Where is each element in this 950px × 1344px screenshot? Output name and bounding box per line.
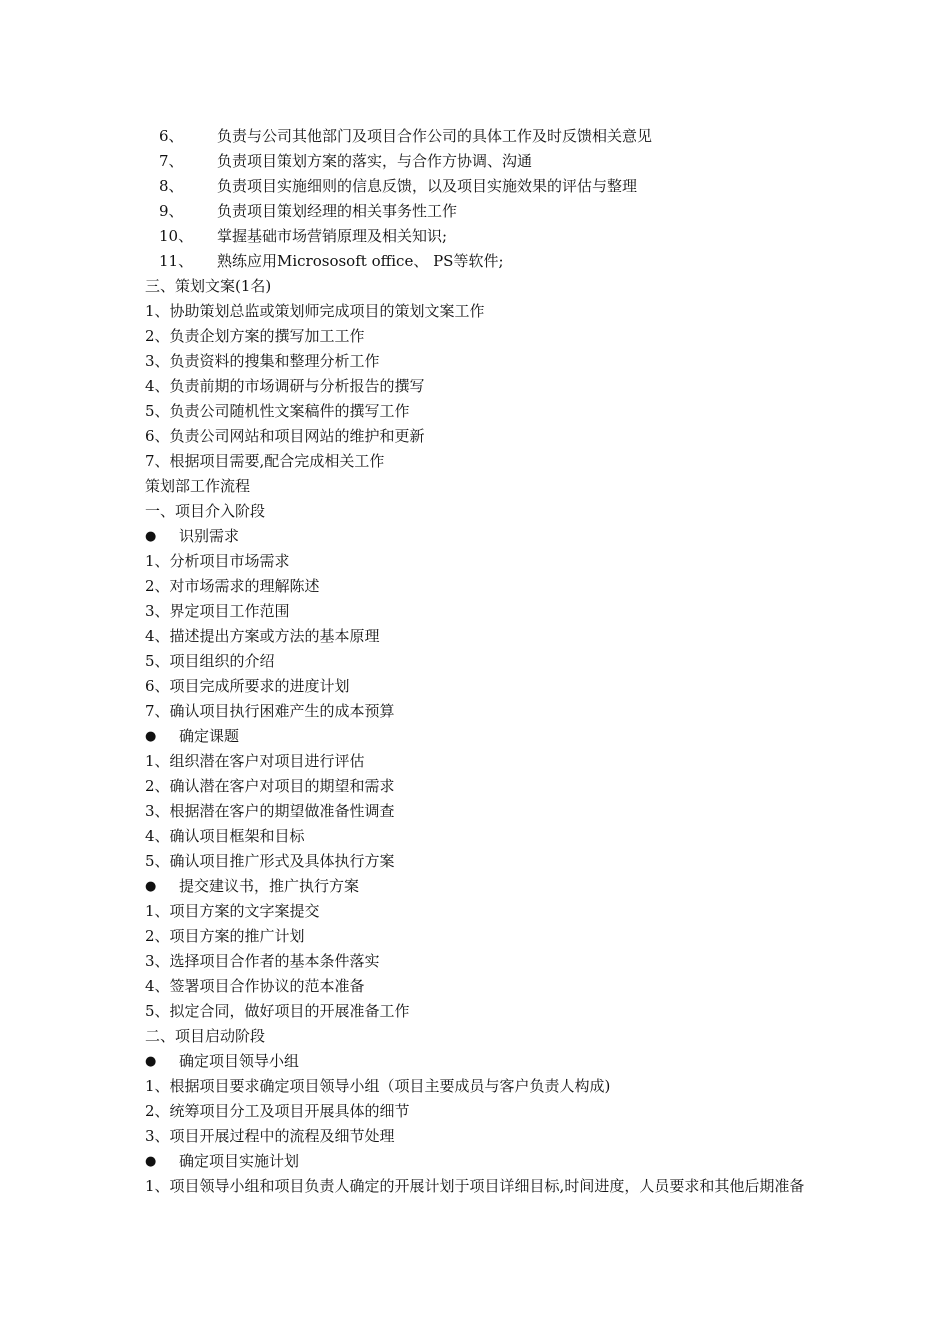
list-item: 1、协助策划总监或策划师完成项目的策划文案工作 <box>145 302 485 320</box>
numbered-item <box>145 149 820 174</box>
list-item: 2、对市场需求的理解陈述 <box>145 577 320 595</box>
item-number: 6、 <box>159 127 184 145</box>
bullet-icon: ● <box>145 879 157 894</box>
list-item: 1、分析项目市场需求 <box>145 552 290 570</box>
list-item: 5、确认项目推广形式及具体执行方案 <box>145 852 395 870</box>
numbered-item <box>145 199 820 224</box>
bullet-text: 提交建议书，推广执行方案 <box>179 877 360 895</box>
item-text: 掌握基础市场营销原理及相关知识; <box>217 227 448 245</box>
section-heading: 三、策划文案(1名) <box>145 277 272 295</box>
bullet-icon: ● <box>145 1154 157 1169</box>
item-number: 8、 <box>159 177 184 195</box>
numbered-item <box>145 174 820 199</box>
bullet-heading <box>145 524 820 549</box>
workflow-heading: 策划部工作流程 <box>145 477 251 495</box>
numbered-item <box>145 249 820 274</box>
list-item: 2、负责企划方案的撰写加工工作 <box>145 327 365 345</box>
bullet-heading <box>145 724 820 749</box>
item-number: 10、 <box>159 227 194 245</box>
list-item: 2、确认潜在客户对项目的期望和需求 <box>145 777 395 795</box>
bullet-heading <box>145 1149 820 1174</box>
list-item: 3、选择项目合作者的基本条件落实 <box>145 952 380 970</box>
bullet-text: 确定项目领导小组 <box>179 1052 300 1070</box>
list-item: 2、统筹项目分工及项目开展具体的细节 <box>145 1102 410 1120</box>
list-item: 5、负责公司随机性文案稿件的撰写工作 <box>145 402 410 420</box>
list-item: 7、确认项目执行困难产生的成本预算 <box>145 702 395 720</box>
item-text: 负责与公司其他部门及项目合作公司的具体工作及时反馈相关意见 <box>217 127 653 145</box>
list-item: 1、根据项目要求确定项目领导小组（项目主要成员与客户负责人构成) <box>145 1077 611 1095</box>
list-item: 4、负责前期的市场调研与分析报告的撰写 <box>145 377 425 395</box>
item-text: 负责项目策划方案的落实，与合作方协调、沟通 <box>217 152 533 170</box>
list-item: 1、项目方案的文字案提交 <box>145 902 320 920</box>
list-item: 3、项目开展过程中的流程及细节处理 <box>145 1127 395 1145</box>
list-item: 1、项目领导小组和项目负责人确定的开展计划于项目详细目标,时间进度，人员要求和其他后期准备 <box>145 1177 805 1195</box>
document-body <box>145 124 820 1199</box>
bullet-icon: ● <box>145 729 157 744</box>
item-text: 熟练应用Micrososoft office、 PS等软件; <box>217 252 504 270</box>
list-item: 1、组织潜在客户对项目进行评估 <box>145 752 365 770</box>
numbered-item <box>145 124 820 149</box>
list-item: 6、项目完成所要求的进度计划 <box>145 677 350 695</box>
bullet-text: 识别需求 <box>179 527 240 545</box>
list-item: 2、项目方案的推广计划 <box>145 927 305 945</box>
item-number: 11、 <box>159 252 194 270</box>
stage-heading: 二、项目启动阶段 <box>145 1027 266 1045</box>
bullet-text: 确定课题 <box>179 727 240 745</box>
item-text: 负责项目策划经理的相关事务性工作 <box>217 202 458 220</box>
list-item: 4、签署项目合作协议的范本准备 <box>145 977 365 995</box>
item-number: 7、 <box>159 152 184 170</box>
stage-heading: 一、项目介入阶段 <box>145 502 266 520</box>
list-item: 4、确认项目框架和目标 <box>145 827 305 845</box>
bullet-icon: ● <box>145 529 157 544</box>
item-text: 负责项目实施细则的信息反馈，以及项目实施效果的评估与整理 <box>217 177 638 195</box>
list-item: 3、根据潜在客户的期望做准备性调查 <box>145 802 395 820</box>
list-item: 3、负责资料的搜集和整理分析工作 <box>145 352 380 370</box>
bullet-text: 确定项目实施计划 <box>179 1152 300 1170</box>
bullet-heading <box>145 874 820 899</box>
list-item: 6、负责公司网站和项目网站的维护和更新 <box>145 427 425 445</box>
list-item: 4、描述提出方案或方法的基本原理 <box>145 627 380 645</box>
list-item: 7、根据项目需要,配合完成相关工作 <box>145 452 385 470</box>
list-item: 3、界定项目工作范围 <box>145 602 290 620</box>
list-item: 5、拟定合同，做好项目的开展准备工作 <box>145 1002 410 1020</box>
list-item: 5、项目组织的介绍 <box>145 652 275 670</box>
bullet-heading <box>145 1049 820 1074</box>
bullet-icon: ● <box>145 1054 157 1069</box>
numbered-item <box>145 224 820 249</box>
item-number: 9、 <box>159 202 184 220</box>
